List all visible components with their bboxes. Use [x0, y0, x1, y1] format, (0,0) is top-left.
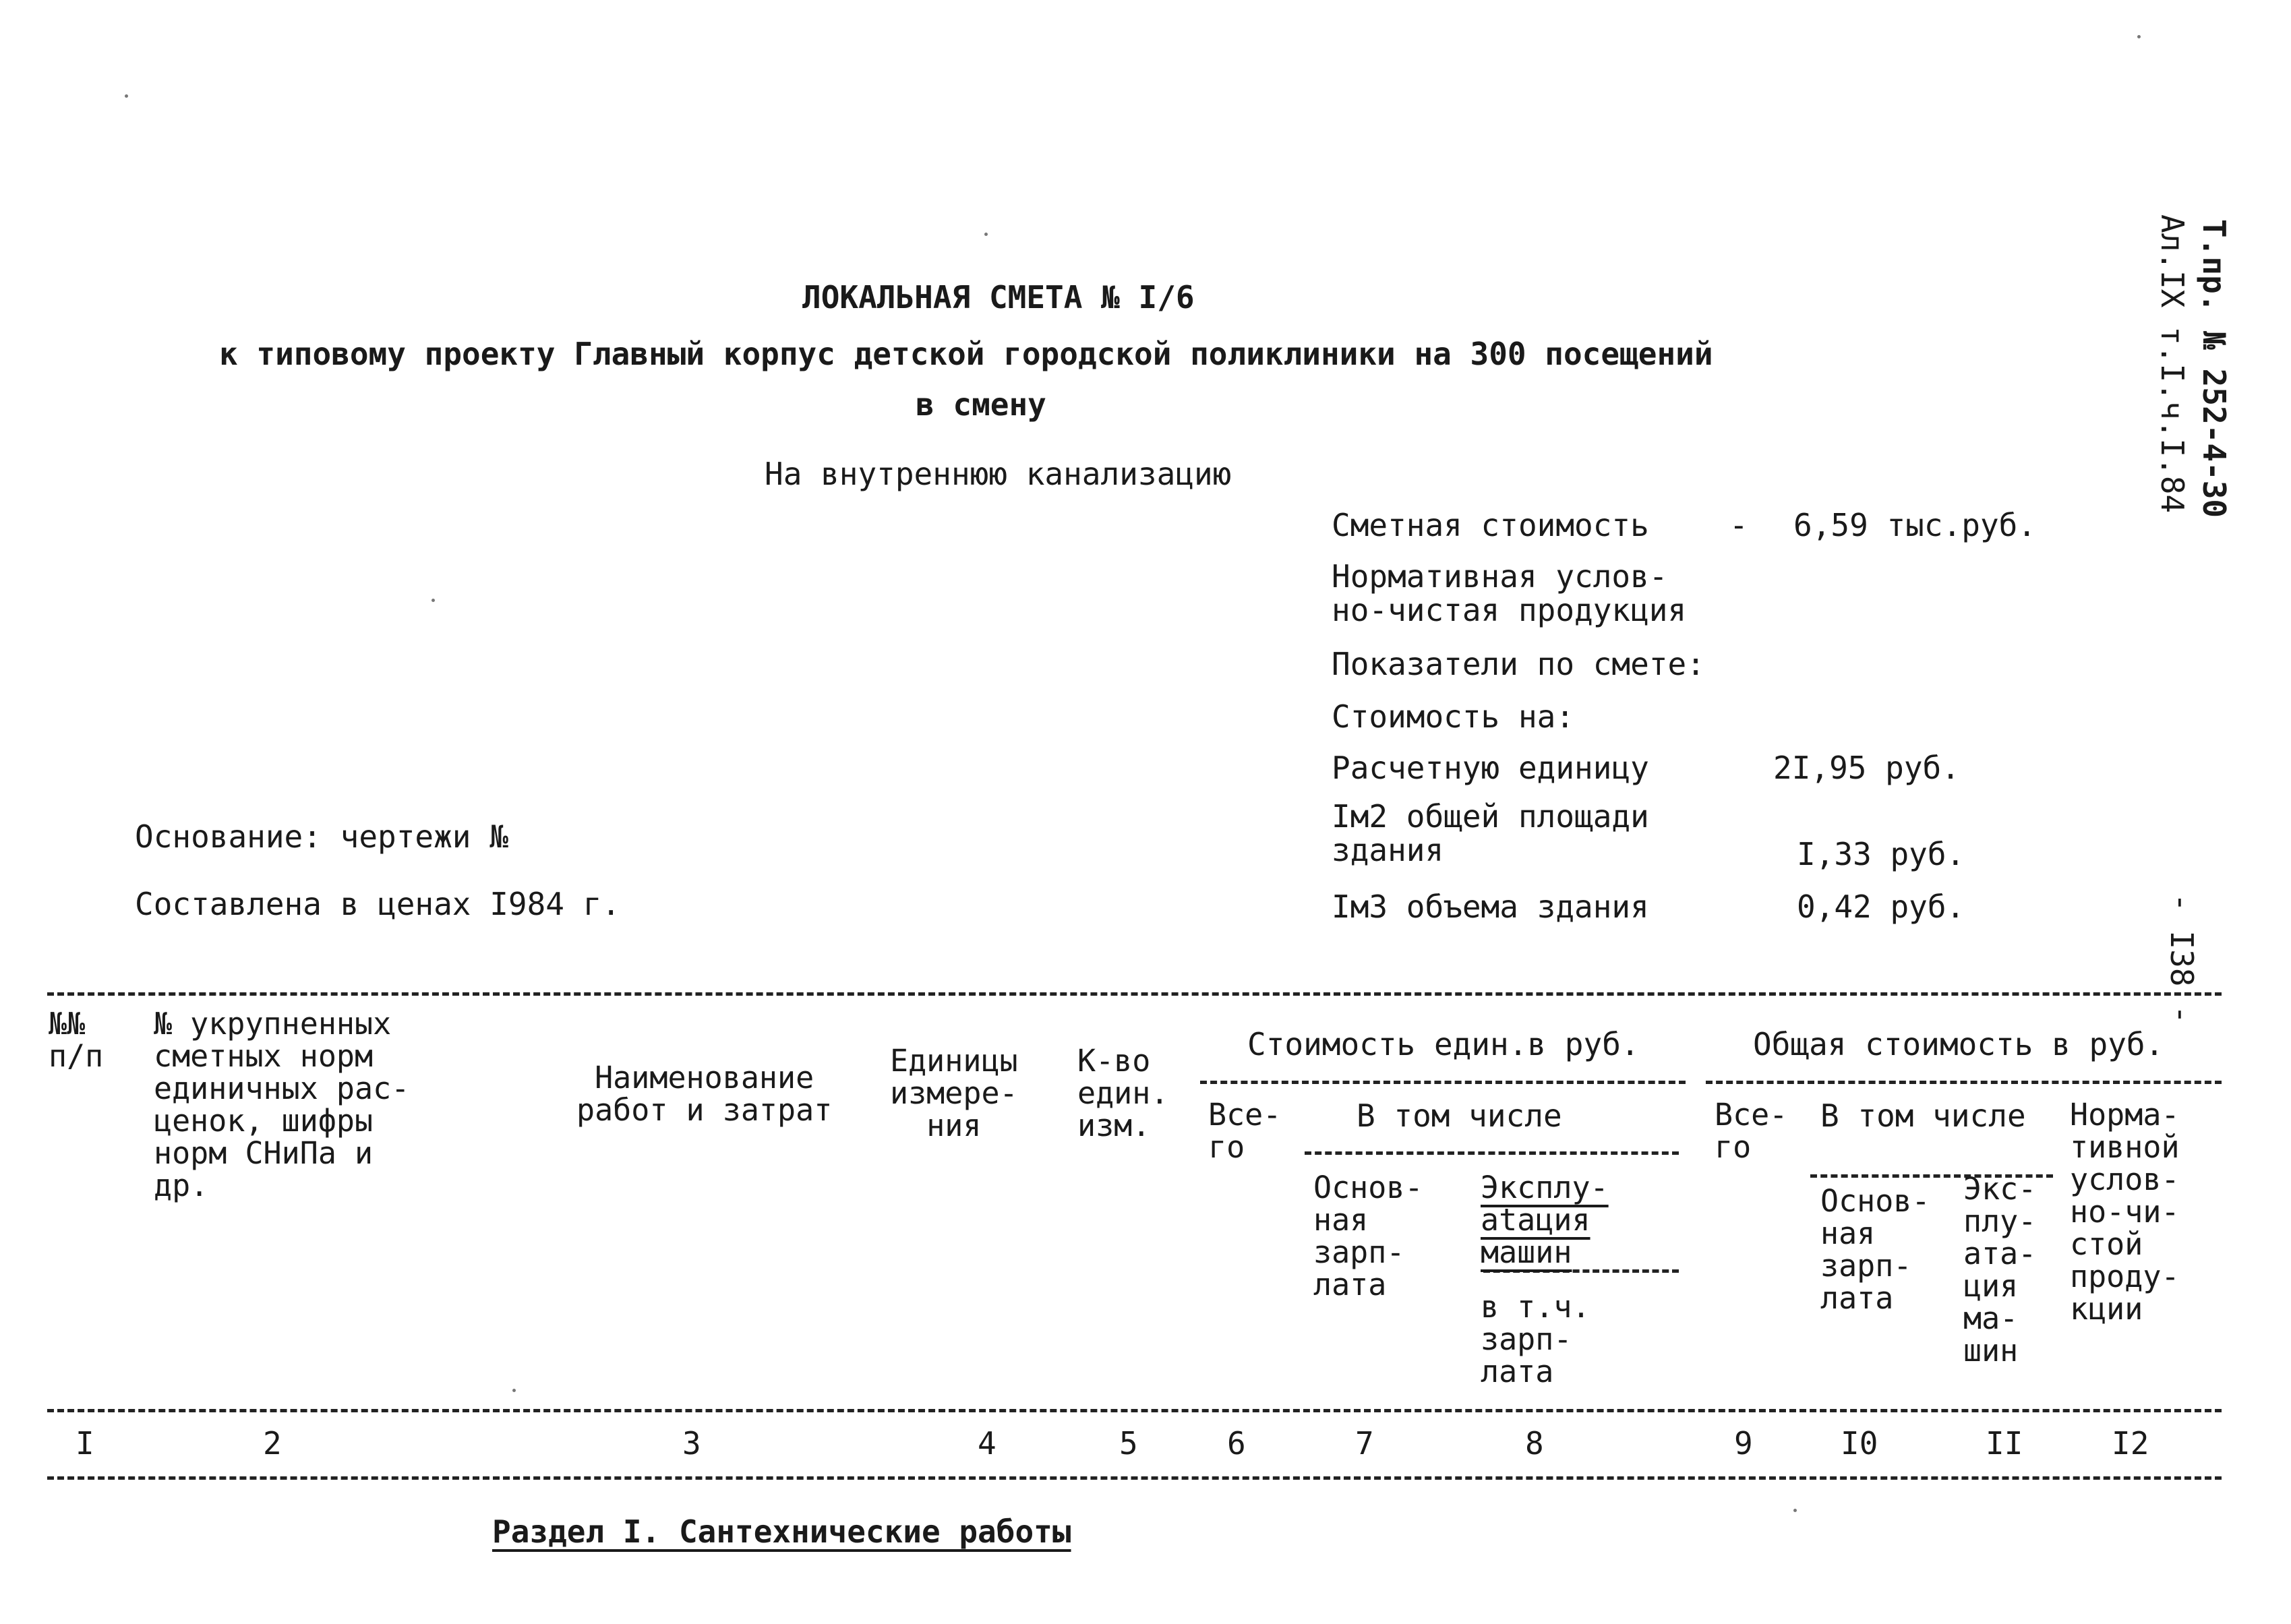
col-header-normative-product: Норма- тивной услов- но-чи- стой проду- кции	[2070, 1097, 2180, 1327]
unit-cost-value: 2I,95 руб.	[1773, 750, 1960, 786]
scan-speck	[125, 94, 128, 98]
col-header-work-name: Наименование работ и затрат	[576, 1060, 833, 1128]
unit-incl-rule	[1305, 1151, 1679, 1155]
col-header-total-machines: Экс- плу- ата- ция ма- шин	[1963, 1171, 2037, 1369]
col-group-total-cost: Общая стоимость в руб.	[1753, 1026, 2164, 1062]
volume-cost-value: 0,42 руб.	[1797, 889, 1965, 925]
volume-cost-label: Iм3 объема здания	[1332, 889, 1649, 925]
col-header-unit-machine-wages: в т.ч. зарп- лата	[1481, 1289, 1590, 1389]
unit-cost-group-rule	[1200, 1081, 1686, 1084]
estimated-cost-label: Сметная стоимость	[1332, 507, 1649, 543]
margin-album-ref: Ал.IX т.I.ч.I.84	[2154, 214, 2191, 514]
document-subtitle-continued: в смену	[916, 386, 1046, 423]
col-header-norm-codes: № укрупненных сметных норм единичных рас- ценок, шифры норм СНиПа и др.	[154, 1006, 410, 1203]
col-number-6: 6	[1227, 1425, 1246, 1462]
col-header-unit-total: Все- го	[1208, 1097, 1282, 1165]
col-header-quantity: К-во един. изм.	[1077, 1043, 1169, 1143]
document-subtitle: к типовому проекту Главный корпус детской городской поликлиники на 300 посещений	[219, 336, 1713, 372]
scan-speck	[512, 1389, 516, 1392]
col-group-unit-cost: Стоимость един.в руб.	[1247, 1026, 1640, 1062]
col-number-4: 4	[978, 1425, 996, 1462]
scan-speck	[984, 233, 988, 236]
area-cost-value: I,33 руб.	[1797, 836, 1965, 872]
col-number-12: I2	[2112, 1425, 2149, 1462]
margin-page-number: - I38 -	[2164, 893, 2200, 1024]
scan-speck	[432, 599, 435, 602]
col-number-2: 2	[263, 1425, 282, 1462]
estimated-cost-value: 6,59 тыс.руб.	[1793, 507, 2037, 543]
col-number-11: II	[1986, 1425, 2023, 1462]
col-number-1: I	[76, 1425, 94, 1462]
col-header-unit-machines: Эксплу- atация машин	[1481, 1170, 1609, 1270]
col-header-total: Все- го	[1715, 1097, 1788, 1165]
basis-label: Основание: чертежи №	[135, 818, 508, 855]
scan-speck	[2137, 35, 2141, 38]
col-header-unit-wages: Основ- ная зарп- лата	[1313, 1170, 1423, 1302]
area-cost-label: Iм2 общей площади здания	[1332, 798, 1649, 868]
col-header-number: №№ п/п	[49, 1006, 104, 1074]
section-heading: Раздел I. Сантехнические работы	[492, 1513, 1071, 1550]
numbers-bottom-rule	[47, 1476, 2222, 1480]
estimate-section: На внутреннюю канализацию	[765, 456, 1232, 492]
table-top-rule	[47, 992, 2222, 996]
header-bottom-rule	[47, 1409, 2222, 1412]
document-title: ЛОКАЛЬНАЯ СМЕТА № I/6	[802, 279, 1195, 315]
col-number-9: 9	[1734, 1425, 1753, 1462]
col-header-total-including: В том числе	[1820, 1097, 2026, 1134]
col-number-5: 5	[1119, 1425, 1138, 1462]
col-header-total-wages: Основ- ная зарп- лата	[1820, 1183, 1930, 1316]
margin-project-code: Т.пр. № 252-4-30	[2196, 219, 2232, 518]
col-number-8: 8	[1525, 1425, 1544, 1462]
unit-cost-label: Расчетную единицу	[1332, 750, 1649, 786]
col-number-7: 7	[1355, 1425, 1374, 1462]
col-number-3: 3	[682, 1425, 701, 1462]
total-cost-group-rule	[1706, 1081, 2222, 1084]
col-header-unit-including: В том числе	[1357, 1097, 1562, 1134]
normative-product-label: Нормативная услов- но-чистая продукция	[1332, 558, 1687, 628]
prices-label: Составлена в ценах I984 г.	[135, 886, 621, 922]
estimated-cost-dash: -	[1729, 507, 1748, 543]
scan-speck	[1793, 1509, 1797, 1512]
col-number-10: I0	[1841, 1425, 1878, 1462]
indicators-label: Показатели по смете:	[1332, 646, 1705, 682]
cost-on-label: Стоимость на:	[1332, 698, 1575, 735]
col-header-unit: Единицы измере- ния	[890, 1043, 1018, 1143]
